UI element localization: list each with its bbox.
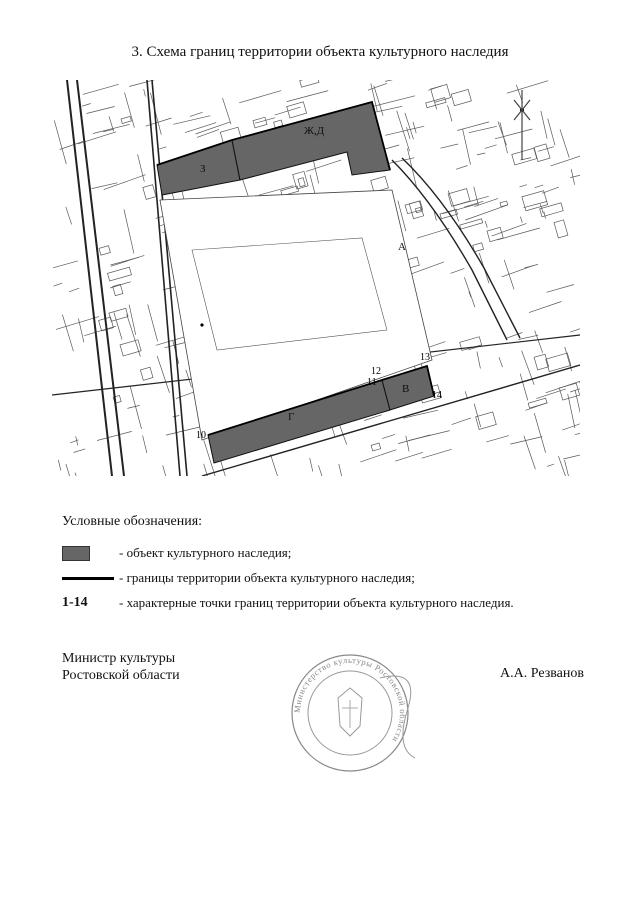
legend-points-text: - характерные точки границ территории объекта культурного наследия. bbox=[119, 595, 514, 610]
page-title: 3. Схема границ территории объекта культурного наследия bbox=[131, 44, 509, 60]
label-building-g: Г bbox=[288, 411, 295, 423]
legend-title: Условные обозначения: bbox=[62, 514, 203, 529]
official-seal bbox=[280, 648, 430, 783]
label-building-zhd: Ж,Д bbox=[304, 125, 325, 137]
point-14: 14 bbox=[432, 390, 442, 401]
label-building-z: З bbox=[200, 163, 206, 175]
legend-row-boundary bbox=[62, 570, 415, 586]
svg-text:Министерство культуры Ростовск bbox=[292, 655, 408, 744]
point-12: 12 bbox=[371, 366, 381, 377]
legend-row-heritage bbox=[62, 545, 291, 561]
seal-text: Министерство культуры Ростовской области bbox=[291, 654, 409, 745]
legend-boundary-text: - границы территории объекта культурного наследия; bbox=[119, 570, 415, 585]
boundary-line-swatch bbox=[62, 577, 114, 580]
points-key: 1-14 bbox=[62, 595, 88, 610]
point-11: 11 bbox=[367, 377, 377, 388]
heritage-swatch bbox=[62, 546, 90, 561]
legend-heritage-text: - объект культурного наследия; bbox=[119, 545, 292, 560]
label-building-v: В bbox=[402, 383, 410, 395]
position-line-2: Ростовской области bbox=[62, 668, 180, 683]
territory-map bbox=[52, 80, 580, 476]
signatory-position bbox=[62, 650, 180, 684]
position-line-1: Министр культуры bbox=[62, 651, 176, 666]
point-13: 13 bbox=[420, 352, 430, 363]
point-10: 10 bbox=[196, 430, 206, 441]
legend-row-points bbox=[62, 595, 514, 611]
label-building-a: А bbox=[398, 241, 406, 253]
signatory-name: А.А. Резванов bbox=[500, 666, 584, 681]
